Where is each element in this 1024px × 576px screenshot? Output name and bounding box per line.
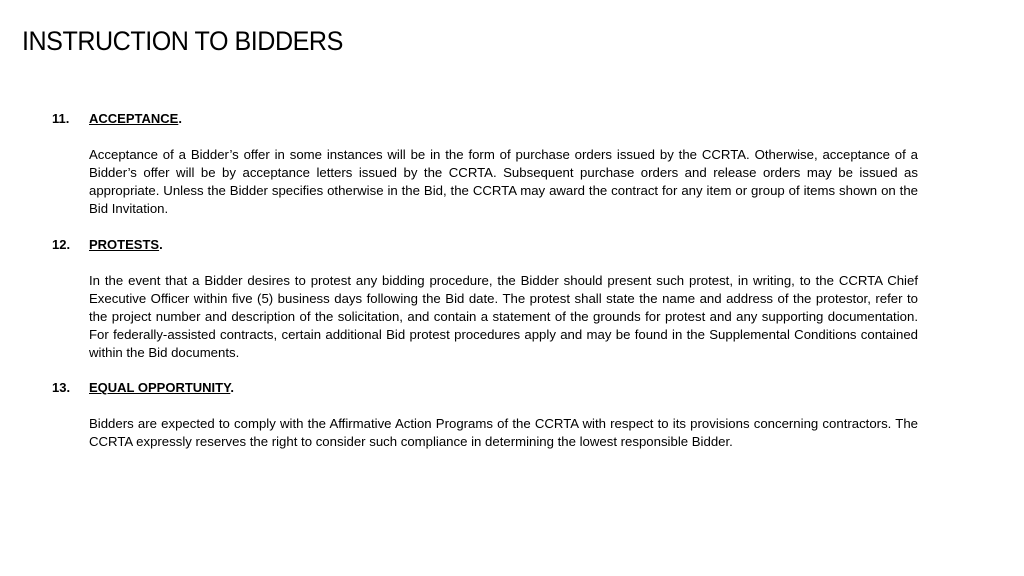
section-heading-period: . <box>230 380 234 395</box>
section-body: Acceptance of a Bidder’s offer in some instances will be in the form of purchase orders issued by the CCRTA. Otherwise, acceptance of a Bidder’s offer will be by acceptance letters issued by the CCRTA. Subsequent purchase orders and release orders may be issued as appropriate. Unless the Bidder specifies otherwise in the Bid, the CCRTA may award the contract for any item or group of items shown on the Bid Invitation. <box>89 147 918 216</box>
section-heading-period: . <box>178 111 182 126</box>
section-body: In the event that a Bidder desires to protest any bidding procedure, the Bidder should present such protest, in writing, to the CCRTA Chief Executive Officer within five (5) business days following the Bid date. The protest shall state the name and address of the protestor, refer to the project number and description of the solicitation, and contain a statement of the grounds for protest and any supporting documentation. For federally-assisted contracts, certain additional Bid protest procedures apply and may be found in the Supplemental Conditions contained within the Bid documents. <box>89 273 918 360</box>
section-heading-text: PROTESTS <box>89 237 160 252</box>
section-heading <box>89 110 182 128</box>
section-heading-text: ACCEPTANCE <box>89 111 179 126</box>
section-number: 13. <box>52 380 71 395</box>
page-title: INSTRUCTION TO BIDDERS <box>22 26 343 56</box>
section-number: 11. <box>52 111 70 126</box>
section-heading <box>89 236 163 254</box>
section-heading <box>89 379 234 397</box>
section-heading-text: EQUAL OPPORTUNITY <box>89 380 231 395</box>
section-heading-period: . <box>159 237 163 252</box>
section-number: 12. <box>52 237 71 252</box>
section-body: Bidders are expected to comply with the Affirmative Action Programs of the CCRTA with respect to its provisions concerning contractors. The CCRTA expressly reserves the right to consider such compliance in determining the lowest responsible Bidder. <box>89 416 918 449</box>
